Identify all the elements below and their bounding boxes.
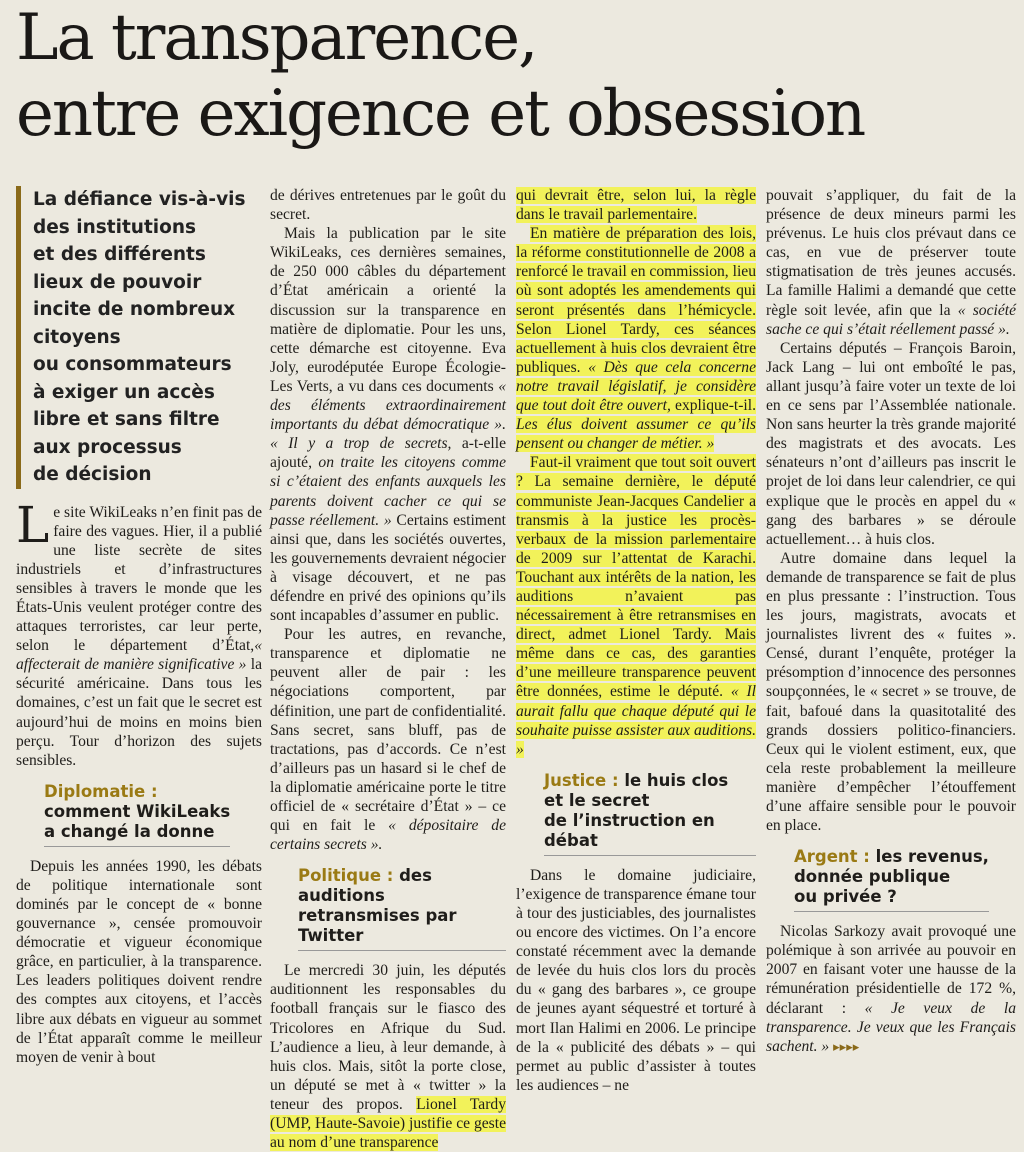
subhead-line: comment WikiLeaks bbox=[44, 801, 231, 821]
text: Le mercredi 30 juin, les députés auditionnent les responsables du football français sur le fiasco des Tricolores en Afrique du Sud. L’audience a lieu, à leur demande, à huis clos. Mais, sitôt la porte close, un député se met à « twitter » la teneur des propos. bbox=[270, 962, 506, 1113]
quote: « Il y a trop de secrets, bbox=[270, 435, 452, 453]
subhead-diplomatie bbox=[44, 782, 230, 847]
paragraph bbox=[516, 224, 756, 453]
column-3 bbox=[516, 186, 756, 1095]
intro-text: e site WikiLeaks n’en finit pas de faire des vagues. Hier, il a publié une liste secrète de sites industriels et d’infrastructures sensibles à travers le monde que les États-Unis veulent protéger contre des attaques terroristes, car leur perte, selon le département d’État, bbox=[16, 503, 262, 655]
headline-line-1: La transparence, bbox=[16, 1, 537, 75]
column-2 bbox=[270, 186, 506, 1152]
highlighted-text: Faut-il vraiment que tout soit ouvert ? La semaine dernière, le député communiste Jean-Jacques Candelier a transmis à la justice les procès-verbaux de la mission parlementaire de 2009 sur l’attentat de Karachi. Touchant aux intérêts de la nation, les auditions n’avaient pas nécessairement à être retransmises en direct, admet Lionel Tardy. Mais même dans ce cas, des garanties d’une meilleure transparence peuvent être données, estime le député. bbox=[516, 454, 756, 701]
text: Certains estiment ainsi que, dans les sociétés ouvertes, les gouvernements devraient négocier à visage découvert, et ne pas défendre en privé des opinions qu’ils sont incapables d’assumer en public. bbox=[270, 511, 506, 625]
lead-box bbox=[16, 186, 262, 489]
quote: on traite les citoyens comme si c’étaient des enfants auxquels les parents doivent cacher ce qui se passe réellement. » bbox=[270, 454, 506, 529]
lead-line: des institutions bbox=[33, 216, 197, 238]
subhead-line: retransmises par Twitter bbox=[298, 906, 457, 946]
paragraph bbox=[516, 453, 756, 759]
subhead-keyword: Justice : bbox=[544, 770, 619, 790]
quote: « des éléments extraordinairement importants du débat démocratique ». bbox=[270, 377, 506, 434]
text: pouvait s’appliquer, du fait de la présence de deux mineurs parmi les prévenus. Le huis clos prévaut dans ce cas, en vue de préserver toute stigmatisation de très jeunes accusés. La famille Halimi a demandé que cette règle soit levée, afin que la bbox=[766, 187, 1016, 319]
subhead-line: a changé la donne bbox=[44, 821, 215, 841]
drop-cap: L bbox=[16, 495, 50, 554]
lead-line: lieux de pouvoir bbox=[33, 271, 202, 293]
subhead-politique bbox=[298, 866, 506, 951]
text: explique-t-il. bbox=[670, 397, 756, 415]
continuation-arrow-icon: ▸▸▸▸ bbox=[833, 1039, 860, 1055]
paragraph bbox=[270, 625, 506, 854]
subhead-justice bbox=[544, 771, 756, 856]
quote: Les élus doivent assumer ce qu’ils pensent ou changer de métier. » bbox=[516, 416, 756, 453]
quote: « Dès que cela concerne notre travail législatif, je considère que tout doit être ouvert, bbox=[516, 358, 756, 415]
intro-paragraph bbox=[16, 495, 263, 770]
subhead-line: donnée publique bbox=[794, 867, 951, 887]
lead-line: et des différents bbox=[33, 244, 206, 265]
paragraph bbox=[270, 224, 506, 625]
subhead-argent bbox=[794, 847, 989, 912]
text: Pour les autres, en revanche, transparence et diplomatie ne peuvent aller de pair : les négociations comportent, par définition, une part de confidentialité. Sans secret, sans bluff, pas de tractations, pas d’accords. Ce n’est d’ailleurs pas un hasard si le chef de la diplomatie américaine porte le titre officiel de « secrétaire d’État » – ce qui en fait le bbox=[270, 626, 506, 835]
highlighted-text: En matière de préparation des lois, la réforme constitutionnelle de 2008 a renforcé le travail en commission, lieu où sont adoptés les amendements qui seront présentés dans l’hémicycle. Selon Lionel Tardy, ces séances actuellement à huis clos devraient être publiques. bbox=[516, 225, 756, 376]
paragraph: de dérives entretenues par le goût du secret. bbox=[270, 187, 506, 224]
lead-line: aux processus bbox=[33, 436, 182, 458]
subhead-line: des auditions bbox=[298, 866, 432, 906]
text: Nicolas Sarkozy avait provoqué une polémique à son arrivée au pouvoir en 2007 en faisant voter une hausse de la rémunération présidentielle de 172 %, déclarant : bbox=[766, 923, 1016, 1017]
subhead-line: ou privée ? bbox=[794, 887, 897, 907]
subhead-keyword: Argent : bbox=[794, 847, 870, 867]
headline-line-2: entre exigence et obsession bbox=[16, 77, 865, 151]
intro-end: la sécurité américaine. Dans tous les domaines, c’est un fait que le secret est aujourd’hui de moins en moins bien perçu. Tour d’horizon des sujets sensibles. bbox=[16, 656, 263, 769]
lead-line: citoyens bbox=[33, 326, 121, 348]
subhead-keyword: Diplomatie : bbox=[44, 781, 158, 801]
highlighted-text: qui devrait être, selon lui, la règle dans le travail parlementaire. bbox=[516, 187, 756, 224]
subhead-line: le huis clos bbox=[618, 770, 729, 790]
text: Mais la publication par le site WikiLeaks, ces dernières semaines, de 250 000 câbles du département d’État américain a orienté la discussion sur la transparence en matière de diplomatie. Pour les uns, cette démarche est citoyenne. Eva Joly, eurodéputée Europe Écologie-Les Verts, a vu dans ces documents bbox=[270, 225, 506, 395]
lead-line: de décision bbox=[33, 464, 152, 485]
paragraph bbox=[766, 186, 1016, 339]
quote: « Je veux de la transparence. Je veux que les Français sachent. » bbox=[766, 999, 1017, 1055]
paragraph: Autre domaine dans lequel la demande de transparence se fait de plus en plus pressante : l’instruction. Tous les jours, magistrats, avocats et journalistes livrent des « fuites ». Censé, durant l’enquête, protéger la présomption d’innocence des personnes soupçonnées, le « secret » se trouve, de fait, bafoué dans la quasitotalité des grands dossiers politico-financiers. Ceux qui le violent estiment, eux, que cela reste probablement la meilleure manière d’empêcher l’étouffement d’une affaire sensible pour le pouvoir en place. bbox=[766, 549, 1016, 835]
quote: « société sache ce qui s’était réellement passé ». bbox=[766, 301, 1016, 338]
lead-line: libre et sans filtre bbox=[33, 409, 220, 430]
subhead-line: les revenus, bbox=[869, 847, 989, 867]
lead-line: à exiger un accès bbox=[33, 381, 215, 403]
highlighted-text: Lionel Tardy (UMP, Haute-Savoie) justifie ce geste au nom d’une transparence bbox=[270, 1095, 507, 1152]
column-1 bbox=[16, 186, 262, 1067]
lead-line: incite de nombreux bbox=[33, 299, 236, 320]
subhead-keyword: Politique : bbox=[298, 866, 394, 886]
text: a-t-elle ajouté, bbox=[270, 435, 507, 472]
paragraph: Depuis les années 1990, les débats de politique internationale sont dominés par le concept de « bonne gouvernance », censée promouvoir démocratie et vigueur économique grâce, en particulier, à la transparence. Les leaders politiques doivent rendre des comptes aux citoyens, et l’accès libre aux débats en vigueur au sommet de l’État apparaît comme le meilleur moyen de venir à bout bbox=[16, 857, 262, 1066]
paragraph bbox=[270, 961, 506, 1152]
paragraph bbox=[766, 922, 1016, 1057]
quote: « dépositaire de certains secrets ». bbox=[270, 817, 506, 854]
column-4 bbox=[766, 186, 1016, 1057]
lead-line: ou consommateurs bbox=[33, 354, 232, 375]
intro-quote: « affecterait de manière significative » bbox=[16, 637, 262, 674]
subhead-line: de l’instruction en débat bbox=[544, 810, 715, 850]
headline bbox=[16, 0, 1020, 152]
paragraph: Dans le domaine judiciaire, l’exigence de transparence émane tour à tour des justiciables, des journalistes ou encore des victimes. On l’a encore constaté récemment avec la demande de levée du huis clos lors du procès du « gang des barbares », ce groupe de jeunes ayant séquestré et torturé à mort Ilan Halimi en 2006. Le principe de la « publicité des débats » – qui permet au public d’assister à toutes les audiences – ne bbox=[516, 866, 756, 1094]
paragraph: Certains députés – François Baroin, Jack Lang – lui ont emboîté le pas, allant jusqu’à faire voter un texte de loi en ce sens par l’Assemblée nationale. Non sans heurter la très grande majorité des magistrats et des avocats. Les sénateurs n’ont d’ailleurs pas inscrit le projet de loi dans leur calendrier, ce qui explique que le procès en appel du « gang des barbares » se déroule actuellement… à huis clos. bbox=[766, 339, 1016, 548]
quote: « Il aurait fallu que chaque député qui le souhaite puisse assister aux auditions. » bbox=[516, 683, 756, 758]
subhead-line: et le secret bbox=[544, 790, 650, 810]
lead-line: La défiance vis-à-vis bbox=[33, 189, 246, 210]
